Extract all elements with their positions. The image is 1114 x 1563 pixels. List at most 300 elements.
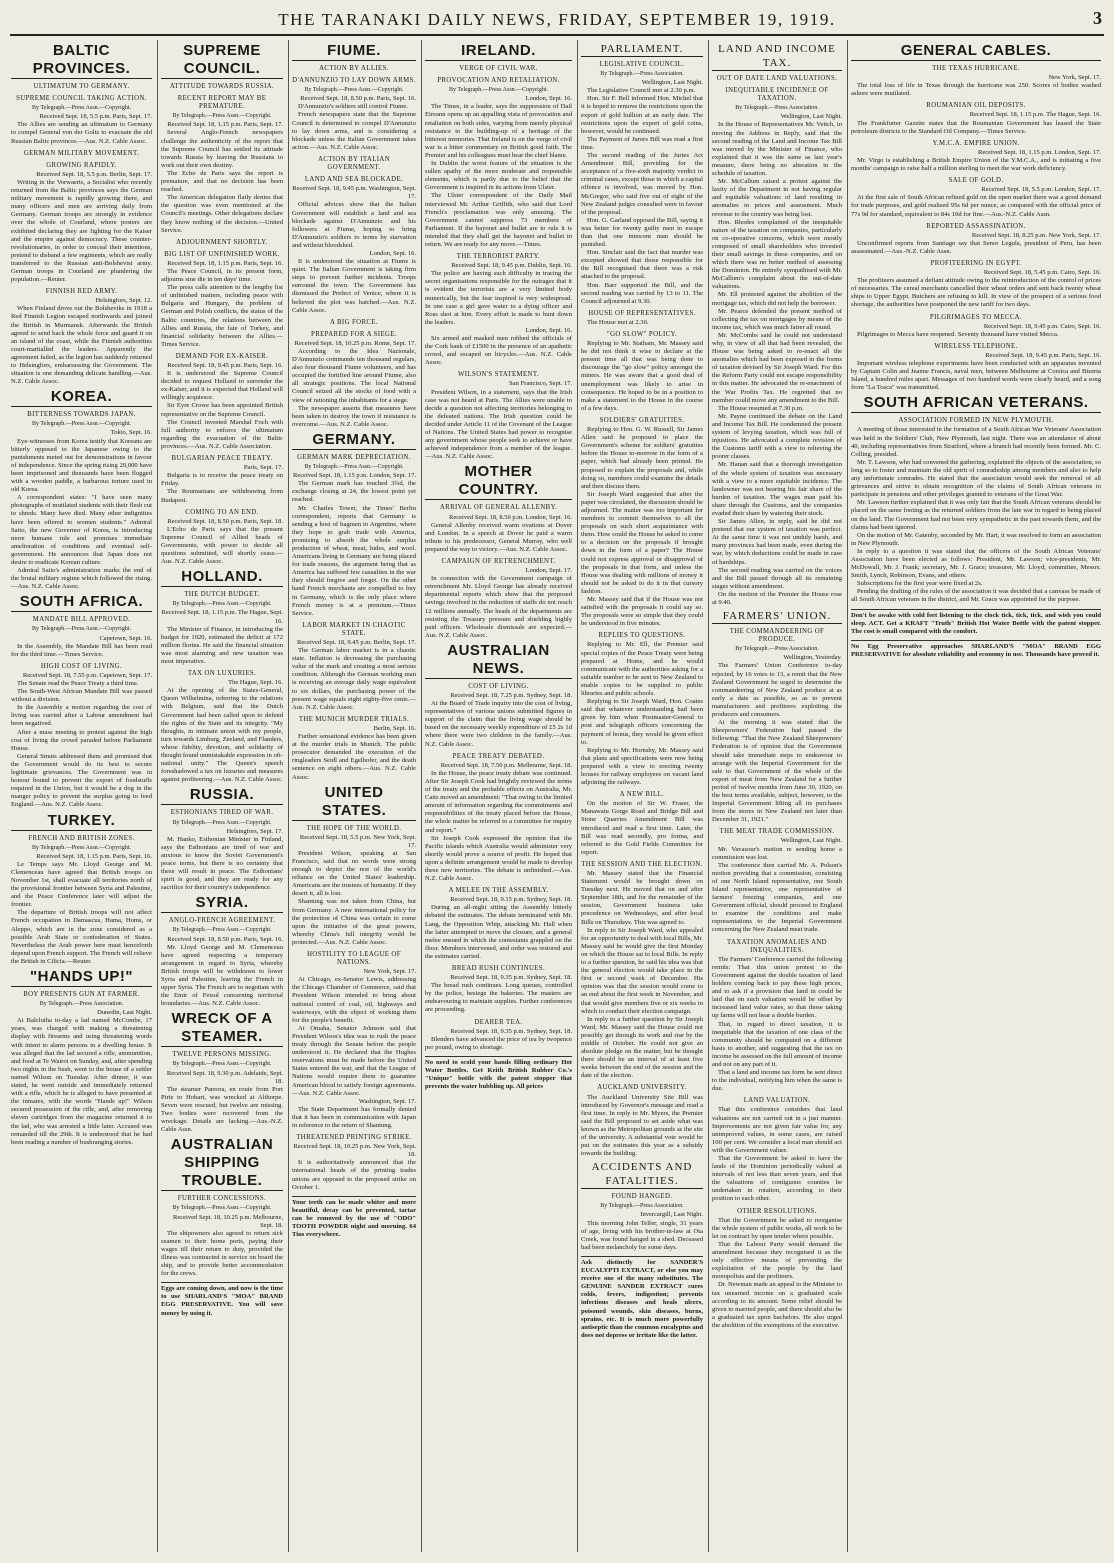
received-line: Received Sept. 18, 5.5 p.m. Paris, Sept. 17.: [39, 113, 152, 121]
article-paragraph: Blenders have advanced the price of tea by twopence per pound, owing to shortage.: [425, 1035, 572, 1051]
subheading: THREATENED PRINTING STRIKE.: [296, 1134, 412, 1142]
received-line: London, Sept. 16.: [369, 249, 416, 257]
article-paragraph: Six armed and masked men robbed the officials of the Cork bank of £1500 in the presence of an apathetic crowd, and escaped on bicycles.—Aus. N.Z. Cable Assoc.: [425, 335, 572, 367]
subheading: A BIG FORCE.: [329, 318, 379, 326]
article-paragraph: Several Anglo-French newspapers challenge the authenticity of the report that the Supreme Council has settled its attitude towards Russia by leaving the Russians to work out their own destiny.: [161, 129, 283, 169]
article-paragraph: Unconfirmed reports from Santiago say that Senor Legula, president of Peru, has been assassinated.—Aus.-N.Z. Cable Assn.: [851, 239, 1101, 255]
section-heading: HOLLAND.: [161, 568, 283, 587]
subheading: TAXATION ANOMALIES AND INEQUALITIES.: [726, 938, 827, 954]
received-line: Received Sept. 18, 8.50 p.m. Paris, Sept. 16.: [167, 935, 283, 943]
subheading: "GO SLOW" POLICY.: [606, 331, 678, 338]
article-paragraph: At the morning it was stated that the Sheepowners' Federation had passed the following: "That the New Zealand Sheepowners' Federation is of opinion that the Government should take immediate steps to endeavour to arrange with the Imperial Government for the sale to that Government of the whole of the export of meat from New Zealand for a further period of twelve months from June 30, 1920, on the best terms available, subject, however, to the Imperial Government lifting all its purchases from the stores in New Zealand not later than December 31, 1921.": [712, 719, 842, 824]
subheading: FINNISH RED ARMY.: [45, 288, 118, 296]
article-paragraph: In the House, the peace treaty debate was continued. After Sir Joseph Cook had brightly reviewed the terms of the treaty and the probable effects on Australia, Mr. Catts moved an amendment: "That owing to the limited amount of information regarding the commitments and responsibilities of the treaty placed before the House, the whole matter be referred to a committee for inquiry and report.": [425, 769, 572, 834]
article-paragraph: The House met at 2.30.: [587, 318, 649, 326]
received-line: London, Sept. 16.: [525, 95, 572, 103]
subheading: LAND VALUATION.: [743, 1097, 811, 1105]
article-paragraph: Mr. Lloyd George and M. Clemenceau have agreed respecting a temporary arrangement in regard to Syria, whereby British troops will be withdrawn to lower Syria and Palestine, leaving the French in upper Syria. The French are to negotiate with the Emir of Feisul concerning territorial boundaries.—Aus. N.Z. Cable Assoc.: [161, 943, 283, 1008]
article-paragraph: Mr. Ell protested against the abolition of the mortgage tax, which did not help the borrower.: [712, 291, 842, 307]
subheading: REPLIES TO QUESTIONS.: [598, 632, 686, 640]
section-heading: AUSTRALIAN SHIPPING TROUBLE.: [161, 1136, 283, 1191]
received-line: Received Sept. 18, 5.5 p.m. New York, Sept. 17.: [299, 833, 416, 849]
article-paragraph: On the motion of Sir W. Fraser, the Manawatu Gorge Road and Bridge Bill and Stone Quarries Amendment Bill was introduced and read a first time. Later, the Bill was read secondly, pro forma, and referred to the Gold Fields Committee for report.: [581, 800, 703, 856]
column-7: [848, 40, 1104, 1552]
dateline: By Telegraph.—Press Assn.—Copyright.: [304, 87, 404, 94]
masthead: [10, 6, 1104, 36]
subheading: PREPARED FOR A SIEGE.: [311, 330, 397, 338]
received-line: Received Sept. 18, 1.15 p.m. Paris, Sept. 17.: [167, 121, 283, 129]
subheading: BREAD RUSH CONTINUES.: [451, 965, 546, 972]
dateline: By Telegraph.—Press Assn.—Copyright.: [172, 601, 272, 608]
article-paragraph: The Allies are sending an ultimatum to Germany to compel General von der Goltz to evacuate the old Russian Baltic provinces.—Aus. N.Z. Cable Assoc.: [11, 121, 152, 145]
article-paragraph: That the Government be asked to reorganise the whole system of public works, all work to be let on contract by open tender where possible.: [712, 1216, 842, 1240]
article-paragraph: French newspapers state that the Supreme Council is determined to compel D'Annunzio to lay down arms, and is considering a blockade unless the Italian Government takes action.—Aus. N.Z. Cable Assoc.: [292, 111, 416, 151]
article-paragraph: President Wilson, speaking at San Francisco, said that no words were strong enough to depict the rest of the world's reliance on the United States' leadership. Americans are the trustees of humanity. If they desert it, all is lost.: [292, 849, 416, 898]
article-paragraph: On the motion of the Premier the House rose at 9.40.: [712, 590, 842, 606]
article-paragraph: Further sensational evidence has been given at the murder trials in Munich. The public prosecutor demanded the execution of the ringleaders Seidl and Egelhofer, and the death sentence on eight others.—Aus. N.Z. Cable Assoc.: [292, 733, 416, 781]
received-line: Wellington, Last Night.: [641, 79, 703, 87]
article-paragraph: At the first sale of South African refined gold on the open market there was a good demand for trade purposes, and gold realised 95s 6d per ounce, as compared with the official price of 77s 9d for standard, equivalent to 84s 10d for fine.—Aus.-N.Z. Cable Assn.: [851, 194, 1101, 218]
article-paragraph: President Wilson, in a statement, says that the Irish case was not heard at Paris. The Allies were unable to decide a question not affecting territories belonging to the defeated nations. The Irish question could be decided under Article 11 of the Covenant of the League of Nations. The United States had power to recognise any government whose people seek to achieve or have achieved independence from a member of the league.—Aus. N.Z. Cable Assoc.: [425, 388, 572, 461]
dateline: By Telegraph.—Press Association.: [735, 646, 819, 653]
article-paragraph: A correspondent states: "I have seen many photographs of mutilated students with their flesh cut to shreds. Many have died. Many other indignities have been offered to women students." Admiral Saito, the new Governor of Korea, is introducing more humane rule and promises immediate amelioration of conditions and eventual self-government. He announces that Japan does not desire to eradicate Korean culture.: [11, 494, 152, 566]
subheading: VERGE OF CIVIL WAR.: [459, 65, 538, 72]
subheading: GROWING RAPIDLY.: [46, 161, 117, 169]
subheading: THE MUNICH MURDER TRIALS.: [298, 715, 410, 723]
article-paragraph: Dr. Newman made an appeal to the Minister to tax unearned income on a graduated scale according to its amount. Some relief should be given to married people, and there should also be a graduated tax upon bachelors. He also urged the abolition of the exemptions of the executive.: [712, 1281, 842, 1329]
subheading: LAND AND SEA BLOCKADE.: [304, 176, 404, 184]
dateline: By Telegraph.—Press Assn.—Copyright.: [32, 626, 131, 633]
subheading: SALE OF GOLD.: [948, 177, 1004, 185]
article-paragraph: It is authoritatively announced that the international heads of the printing trades unions are opposed to the proposed strike on October 1.: [292, 1159, 416, 1191]
section-heading: SYRIA.: [161, 894, 283, 913]
received-line: Received Sept. 18, 8.50 p.m. Paris, Sept. 18.: [167, 517, 283, 525]
article-paragraph: In reply to Sir Joseph Ward, who appealed for an opportunity to deal with local Bills, Mr. Massey said he would give the first Monday on which the House sat to local Bills. In reply to a further question, he said his idea was that the general election would take place in the first or second week of December. His opinion was that the session would come to an end about the first week in November, and that would give members five or six weeks in which to conduct their election campaign.: [581, 926, 703, 1015]
article-paragraph: The Roumanians are withdrawing from Budapest.: [161, 488, 283, 504]
article-paragraph: The second reading of the Juries Act Amendment Bill, providing for the acceptance of a five-sixth majority verdict in criminal cases, except those in which a capital offence is involved, was moved by Hon. McGregor, who said five out of eight of the New Zealand judges consulted were in favour of the proposal.: [581, 152, 703, 216]
received-line: Received Sept. 18, 1.15 p.m. Paris, Sept. 16.: [167, 259, 283, 267]
received-line: Received Sept. 18, 1.15 p.m. London, Sept. 17.: [978, 148, 1101, 156]
dateline: By Telegraph.—Press Assn.—Copyright.: [172, 927, 272, 934]
article-paragraph: At the Board of Trade inquiry into the cost of living, representatives of various unions submitted figures in support of the claim that the living wage should be based on the necessary weekly expenditure of £5 2s 1d where there were two children in the family.—Aus. N.Z. Cable Assoc.: [425, 700, 572, 748]
article-paragraph: The German mark has touched 3¾d, the exchange closing at 24, the lowest point yet reached.: [292, 480, 416, 504]
subheading: THE HOPE OF THE WORLD.: [306, 824, 402, 832]
article-paragraph: D'Annunzio's soldiers still control Fiume.: [298, 103, 408, 111]
article-paragraph: Hon. Sinclair said the fact that murder was excepted showed that those responsible for the Bill recognised that there was a risk attached to the proposal.: [581, 249, 703, 281]
article-paragraph: The shipowners also agreed to return sick seamen to their home ports, paying their wages till their return to duty, provided the illness was contracted in service on board the ship, and to provide better accommodation for the crews.: [161, 1229, 283, 1278]
received-line: Wellington, Last Night.: [780, 113, 842, 121]
subheading: HIGH COST OF LIVING.: [40, 662, 123, 670]
received-line: Received Sept. 18, 10.25 p.m. Rome, Sept. 17.: [294, 339, 416, 347]
article-paragraph: At Omaha, Senator Johnson said that President Wilson's idea was to rush the peace treaty through the Senate before the people understood it. He declared that the Hughes reservations must be made before the United States entered the war, and that the League of Nations would require them to guarantee American blood to satisfy foreign agreements.—Aus. N.Z. Cable Assoc.: [292, 1024, 416, 1097]
article-paragraph: Hon. Rhodes complained of the inequitable nature of the taxation on companies, particularly on co-operative concerns, which were mostly composed of small shareholders who invested their small savings in these companies, and on which there was no better method of assessing the Dominion. He entirely sympathised with Mr. McCallum's complaint about the out-of-date valuations.: [712, 218, 842, 291]
subheading: THE SESSION AND THE ELECTION.: [581, 860, 703, 868]
article-paragraph: The German labor market is in a chaotic state. Inflation is decreasing the purchasing value of the mark and creating a most serious condition. Although the German working man is receiving an average daily wage equivalent to six dollars, the purchasing power of the present wage equals eight eighty-five cents.—Aus. N.Z. Cable Assoc.: [292, 647, 416, 711]
subheading: REPORTED ASSASSINATION.: [926, 222, 1026, 230]
received-line: Received Sept. 18, 1.15 p.m. The Hague, Sept. 16.: [969, 111, 1101, 119]
article-paragraph: The conference then carried Mr. A. Polson's motion providing that a commission, consisting of one North Island representative, one South Island representative, one representative of farmers' freezing companies, and one Government official, should proceed to England to examine the conditions and make representations to the Imperial Government concerning the New Zealand meat trade.: [712, 861, 842, 934]
received-line: Helsingfors, Sept. 17.: [226, 827, 283, 835]
received-line: Received Sept. 18, 10.25 p.m. Melbourne, Sept. 18.: [173, 1213, 283, 1229]
dateline: By Telegraph.—Press Assn.—Copyright.: [172, 113, 272, 120]
article-paragraph: The second reading was carried on the voices and the Bill passed through all its remaining stages without amendment.: [712, 566, 842, 590]
article-paragraph: The Frankfurter Gazette states that the Roumanian Government has leased the State petroleum districts to the Standard Oil Company.—Times Service.: [851, 119, 1101, 135]
received-line: New York, Sept. 17.: [363, 968, 416, 976]
article-paragraph: Mr. Pearce defended the present method of collecting the tax on mortgages by means of the income tax, which was much fairer all round.: [712, 307, 842, 331]
subheading: TAX ON LUXURIES.: [187, 670, 257, 678]
received-line: Received Sept. 18, 9.45 p.m. Cairo, Sept. 16.: [983, 322, 1101, 330]
subheading: MANDATE BILL APPROVED.: [32, 616, 131, 624]
article-paragraph: In the Assembly a motion regarding the cost of living was carried after a Labour amendment had been negatived.: [11, 704, 152, 728]
article-paragraph: In the Assembly, the Mandate Bill has been read for the third time.—Times Service.: [11, 642, 152, 658]
article-paragraph: The bread rush continues. Long queues, controlled by the police, besiege the bakeries. The masters are endeavouring to maintain supplies. Further conferences are proceeding.: [425, 982, 572, 1014]
subheading: ULTIMATUM TO GERMANY.: [33, 83, 130, 90]
received-line: Wellington, Last Night.: [780, 837, 842, 845]
page-number: 3: [1093, 8, 1102, 28]
received-line: Received Sept. 18, 9.35 p.m. Sydney, Sept. 18.: [450, 1027, 572, 1035]
article-paragraph: Official advices show that the Italian Government will establish a land and sea blockade against D'Annunzio and his followers at Fiume, hoping to bring D'Annunzio's soldiers to terms by starvation and without bloodshed.: [292, 201, 416, 249]
article-paragraph: The departure of British troops will not affect French occupation in Damascus, Hama, Homs, or Aleppo, which are in the zone considered as a possible Arab State or confederation of States. Nevertheless the Arab power here must henceforth depend upon French support. The French will relieve the British in Cilicia.—Reuter.: [11, 909, 152, 965]
section-heading: LAND AND INCOME TAX.: [712, 42, 842, 71]
section-heading: "HANDS UP!": [11, 968, 152, 987]
dateline: By Telegraph.—Press Assn.—Copyright.: [449, 87, 548, 94]
subheading: ACTION BY ITALIAN GOVERNMENT.: [317, 155, 391, 172]
received-line: Received Sept. 18, 10.25 p.m. New York, Sept. 18.: [293, 1143, 416, 1159]
received-line: New York, Sept. 17.: [1048, 74, 1101, 82]
received-line: Received Sept. 18, 5.45 p.m. Cairo, Sept. 16.: [983, 269, 1101, 277]
article-paragraph: Mr. T. Lawson, who had convened the gathering, explained the objects of the association, so long so to foster and maintain the old spirit of comradeship among members and also to help any unfortunate comrades. He stated that the association would seek the removal of all grievances and strive to obtain recognition of the claims of South African veterans to participate in pensions and other privileges granted to veterans of the Great War.: [851, 458, 1101, 499]
subheading: ACTION BY ALLIES.: [319, 65, 389, 72]
article-paragraph: Important wireless telephone experiments have been conducted with an apparatus invented by Captain Colin and Jeanne Francis, naval men, between Melbourne at Corsica and Bizerta Island, a hundred miles apart. Messages of two hundred words were clearly heard, and a song from "La Tosca" was transmitted.: [851, 360, 1101, 392]
subheading: D'ANNUNZIO TO LAY DOWN ARMS.: [292, 77, 416, 85]
dateline: By Telegraph.—Press Assn.—Copyright.: [304, 464, 404, 471]
article-paragraph: During an all-night sitting the Assembly bitterly debated the estimates. The debate terminated with Mr. Lang, the Opposition Whip, attacking Mr. Hall when the latter attempted to move the closure, and a general melee ensued in which the contestants grappled on the floor. Members intervened, and order was restored and the estimates carried.: [425, 904, 572, 960]
subheading: GERMAN MILITARY MOVEMENT.: [23, 149, 140, 157]
received-line: Received Sept. 18, 7.50 p.m. Melbourne, Sept. 18.: [440, 761, 572, 769]
subheading: FURTHER CONCESSIONS.: [177, 1195, 267, 1203]
section-heading: SOUTH AFRICAN VETERANS.: [851, 394, 1101, 413]
received-line: Received Sept. 18, 5.5 p.m. London, Sept. 17.: [981, 186, 1101, 194]
article-paragraph: Eye-witnesses from Korea testify that Koreans are bitterly opposed to the Japanese owing to the punishments meted out for demonstrations in favour of independence. Since the spring rising 20,000 have been imprisoned and thousands have been flogged with a wooden paddle, a barbarous torture used in old Korea.: [11, 437, 152, 494]
article-paragraph: Replying to Hon. G. W. Russell, Sir James Allen said he proposed to place the Government's scheme for soldiers' gratuities before the House to-morrow in the form of a paper, which had already been printed. He proposed to explain the proposals and, while doing so, members could examine the details and then discuss them.: [581, 426, 703, 490]
dateline: By Telegraph.—Press Assn.—Copyright.: [32, 105, 131, 112]
article-paragraph: The total loss of life in Texas through the hurricane was 250. Scores of bodies washed ashore were mutilated.: [851, 82, 1101, 98]
dateline: By Telegraph.—Press Association.: [735, 105, 819, 112]
section-heading: GENERAL CABLES.: [851, 42, 1101, 61]
article-paragraph: It is understood the situation at Fiume is quiet. The Italian Government is taking firm steps to prevent further incidents. Troops surround the town. The Government has dismissed the Prefect of Venice, where it is believed the plot was hatched.—Aus. N.Z. Cable Assoc.: [292, 258, 416, 314]
section-heading: UNITED STATES.: [292, 784, 416, 821]
received-line: Received Sept. 18, 1.15 p.m. The Hague, Sept. 16.: [161, 609, 283, 625]
article-paragraph: At the opening of the States-General, Queen Wilhelmina, referring to the relations with Belgium, said that the Dutch Government had been called upon to defend the rights of the State and its integrity. "My thoughts, in intimate union with my people, turn towards Limburg, Zeeland, and Flanders, whose fidelity, devotion, and solidarity of thought found unmistakable expression in oft-national unity." The Queen's speech foreshadowed a tax on luxuries and measures against profiteering.—Aus. N.Z. Cable Assoc.: [161, 687, 283, 784]
article-paragraph: Hon. G. Garland opposed the Bill, saying it was better for twenty guilty men to escape than that one innocent man should be punished.: [581, 216, 703, 249]
article-paragraph: The Payment of Jurors Bill was read a first time.: [581, 135, 703, 151]
article-paragraph: Sir James Allen, in reply, said he did not pretend that our system of taxation was perfect. At the same time it was not unduly harsh, and many provinces had been made, even during the war, by which deductions could be made in case of hardships.: [712, 518, 842, 566]
subheading: FRENCH AND BRITISH ZONES.: [28, 834, 135, 842]
subheading: HOSTILITY TO LEAGUE OF NATIONS.: [307, 951, 401, 967]
article-paragraph: The Legislative Council met at 2.30 p.m.: [587, 87, 696, 95]
received-line: The Hague, Sept. 16.: [228, 679, 283, 687]
subheading: THE TEXAS HURRICANE.: [932, 65, 1020, 72]
received-line: London, Sept. 17.: [525, 567, 572, 575]
dateline: By Telegraph.—Press Association.: [600, 71, 684, 78]
article-paragraph: The Minister of Finance, in introducing the budget for 1920, estimated the deficit at 172 million florins. He said the financial situation was most alarming and new taxation was most imperative.: [161, 625, 283, 665]
section-heading: MOTHER COUNTRY.: [425, 463, 572, 500]
subheading: OTHER RESOLUTIONS.: [737, 1207, 817, 1215]
received-line: Received Sept. 18, 1.15 p.m. Paris, Sept. 16.: [36, 852, 152, 860]
article-paragraph: Mr. McCombs said he could not understand why, in view of all that had been revealed, the House was being asked to re-enact all the anomalies which had been exposed in the forms of taxation devised by Sir Joseph Ward. For this the Reform Party could not escape responsibility in this matter. He advocated the re-enactment of the War Profits Tax. He regretted that no member could move any amendment to the Bill.: [712, 331, 842, 404]
article-paragraph: In reply to a further question by Sir Joseph Ward, Mr. Massey said the House could not possibly get through its work and rise by the middle of October. He could not give an absolute pledge on the matter, but he thought there should be an interval of at least five weeks between the end of the session and the date of the election.: [581, 1015, 703, 1080]
subheading: WILSON'S STATEMENT.: [457, 371, 540, 379]
received-line: Received Sept. 18, 9.30 p.m. Adelaide, Sept. 18.: [166, 1069, 283, 1085]
subheading: PROVOCATION AND RETALIATION.: [437, 77, 560, 85]
article-paragraph: The Farmers' Union Conference to-day rejected, by 16 votes to 13, a remit that the New Zealand Government be urged to determine the commandeering of New Zealand produce at as early a date as possible, so as to prevent manufacturers and profiteers exploiting the producers and consumers.: [712, 662, 842, 719]
article-paragraph: That this conference considers that land valuations are not carried out in a just manner. Improvements are not given fair value for, any unimproved values, in some cases, are raised 100 per cent. We consider a local man should act with the Government valuer.: [712, 1106, 842, 1154]
received-line: Received Sept. 18, 9.45 p.m. Dublin, Sept. 16.: [451, 262, 572, 270]
subheading: THE TERRORIST PARTY.: [456, 253, 541, 261]
article-paragraph: The press calls attention to the lengthy list of unfinished matters, including peace with Bulgaria and Hungary, the problem of German and Polish conflicts, the status of the Baltic countries, the relations between the Allies and Russia, the fate of Turkey, and financial solidarity between the Allies.—Times Service.: [161, 284, 283, 348]
dateline: By Telegraph.—Press Assn.—Copyright.: [32, 844, 131, 851]
article-paragraph: At Balclutha to-day a lad named McCombe, 17 years, was charged with making a threatening display with firearms and using threatening words with intent to alarm persons in a dwelling house. It was alleged that the lad secured a rifle, ammunition, and food at Te Wairoi on Sunday, and, after spending two nights in the bush, went to the house of a settler named Wilson on Tuesday. After dinner, it was stated, he went outside and immediately returned with a rifle, which he is alleged to have presented at the inmates, with the words "Hands up!" Wilson secured possession of the rifle, and, after removing eleven cartridges from the magazine returned it to the lad, who was arrested a little later. Accused was remanded till the 29th. It is understood that he had been reading a number of bushranging stories.: [11, 1017, 152, 1146]
received-line: Paris, Sept. 17.: [243, 464, 283, 472]
subheading: PEACE TREATY DEBATED.: [452, 752, 545, 760]
section-heading: FARMERS' UNION.: [712, 609, 842, 624]
subheading: ROUMANIAN OIL DEPOSITS.: [926, 102, 1026, 110]
article-paragraph: Mr. McCallum raised a protest against the laxity of the Department in not having regular and equitable valuations of land resulting in anomalies in prices and assessment. Much revenue to the country was being lost.: [712, 178, 842, 218]
article-paragraph: Mr. Payne continued the debate on the Land and Income Tax Bill. He condemned the present system of levying taxation, which was full of injustices. He advocated a complete revision of the Customs tariff with a view to relieving the poorer classes.: [712, 412, 842, 461]
article-paragraph: The Peace Council, in its present form, adjourns sine die in ten days' time.: [161, 267, 283, 284]
article-paragraph: Mr. Hanan said that a thorough investigation of the whole system of taxation was necessary with a view to a more equitable incidence. The landowner was not bearing his fair share of the burden of taxation. The wages man paid his share through the Customs, and the companies evaded their share by watering their stock.: [712, 461, 842, 517]
subheading: OUT OF DATE LAND VALUATIONS.: [716, 75, 838, 82]
subheading: CAMPAIGN OF RETRENCHMENT.: [441, 557, 556, 565]
subheading: ASSOCIATION FORMED IN NEW PLYMOUTH.: [898, 417, 1054, 425]
article-paragraph: Mr. Virgo is establishing a British Empire Union of the Y.M.C.A., and is initiating a five months' campaign to raise half a million sterling to meet the war work deficiency.: [851, 156, 1101, 173]
article-paragraph: Mr. Lawson further explained that it was only fair that the South African veterans should be placed on the same footing as the returned soldiers from the late war in regard to being placed on the land. The Government had not been very sympathetic in the past towards them, and the claims had been ignored.: [851, 499, 1101, 531]
received-line: London, Sept. 16.: [525, 326, 572, 334]
article-paragraph: In the House of Representatives Mr. Veitch, in moving the Address in Reply, said that the second reading of the Land and Income Tax Bill was moved by the Minister of Finance, who explained that it was the same as last year's measure, there being no alteration in the schedule of taxation.: [712, 121, 842, 178]
article-paragraph: Admiral Saito's administration marks the end of the brutal military regime which followed the rising.—Aus. N.Z. Cable Assoc.: [11, 567, 152, 591]
subheading: INEQUITABLE INCIDENCE OF TAXATION.: [725, 87, 829, 103]
received-line: Received Sept. 18, 9.45 p.m. Washington, Sept. 17.: [292, 185, 416, 201]
received-line: Received Sept. 18, 9.45 p.m. Paris, Sept. 16.: [167, 362, 283, 369]
article-paragraph: The Ulster correspondent of the Daily Mail interviewed Mr. Arthur Griffith, who said that Lord French's proclamation was only amusing. The Government cannot suppress 73 members of Parliament. If the bayonet and bullet are to rule it is intended that they shall get the bayonet and bullet in return. We are ready for any move.—Times.: [425, 192, 572, 248]
section-heading: BALTIC PROVINCES.: [11, 42, 152, 79]
article-paragraph: The South-West African Mandate Bill was passed without a division.: [11, 688, 152, 704]
received-line: Helsingfors, Sept. 12.: [95, 297, 152, 305]
received-line: Received Sept. 18, 8.25 p.m. New York, Sept. 17.: [971, 231, 1101, 239]
section-heading: SUPREME COUNCIL.: [161, 42, 283, 79]
received-line: Received Sept. 18, 9.45 p.m. Paris, Sept. 16.: [985, 351, 1101, 359]
dateline: By Telegraph.—Press Association.: [600, 1203, 684, 1210]
article-paragraph: The Echo de Paris says the report is premature, and that no decision has been reached.: [161, 169, 283, 194]
dateline: By Telegraph.—Press Assn.—Copyright.: [172, 819, 272, 826]
subheading: SOLDIERS' GRATUITIES.: [599, 416, 685, 424]
article-paragraph: That a land and income tax form be sent direct to the individual, notifying him when the same is due.: [712, 1069, 842, 1093]
article-paragraph: The State Department has formally denied that it has been in communication with Japan in reference to the return of Shantung.: [292, 1105, 416, 1129]
article-paragraph: That, in regard to direct taxation, it is inequitable that the taxation of one class of the community should be computed on a different basis to another, and suggesting that the tax on income be assessed on the full amount of income and not on any part of it.: [712, 1020, 842, 1068]
column-1: [8, 40, 155, 1552]
subheading: THE MEAT TRADE COMMISSION.: [719, 828, 835, 836]
section-heading: AUSTRALIAN NEWS.: [425, 642, 572, 679]
subheading: A NEW BILL.: [619, 791, 665, 799]
received-line: Received Sept. 18, 9.35 p.m. Sydney, Sept. 18.: [450, 974, 572, 982]
article-paragraph: Le Temps says Mr. Lloyd George and M. Clemenceau have agreed that British troops on November 1st, shall evacuate all territories north of the provisional frontier between Syria and Palestine, and the Peace Conference later will adjust the frontier.: [11, 860, 152, 909]
received-line: Received Sept. 18, 7.55 p.m. Capetown, Sept. 17.: [22, 671, 152, 679]
article-paragraph: The Times, in a leader, says the suppression of Dail Eireann opens up an appalling vista of provocation and retaliation on both sides, varying from merely physical resistance to the building-up of a heritage of the bitterest memories. That Ireland is on the verge of civil war is a bitter commentary on British good faith. The Premier and his colleagues must bear the chief blame.: [425, 103, 572, 159]
subheading: DEARER TEA.: [474, 1018, 523, 1026]
subheading: THE COMMANDEERING OF PRODUCE.: [729, 628, 825, 644]
subheading: BULGARIAN PEACE TREATY.: [171, 455, 273, 463]
article-paragraph: Sir Joseph Cook expressed the opinion that the Pacific islands which Australia would administer very shortly would prove a source of profit. He hoped that upon a definite arrangement would be made to develop these new territories. The debate is unfinished.—Aus. N.Z. Cable Assoc.: [425, 834, 572, 883]
subheading: TWELVE PERSONS MISSING.: [172, 1051, 272, 1059]
article-paragraph: The Council invested Marshal Foch with full authority to enforce the ultimatum regarding the evacuation of the Baltic provinces.—Aus. N.Z. Cable Association.: [161, 418, 283, 450]
article-paragraph: This morning John Telfer, single, 31 years of age, living with his brother-in-law at Ota Creek, was found hanged in a shed. Deceased had been melancholy for some days.: [581, 1219, 703, 1251]
subheading: THE DUTCH BUDGET.: [184, 591, 260, 599]
article-paragraph: Sir Joseph Ward suggested that after the paper was circulated, the discussion should be adjourned. The matter was too important for members to commit themselves to all the proposals on such short acquaintance with them. How could the House be asked to come to a decision on the proposals if brought down in the form of a paper? The House could not express approval or disapproval of the proposals in that form, and unless the House was dealing with millions of money it should not be asked to do it in that cursory fashion.: [581, 490, 703, 595]
received-line: Wellington, Yesterday.: [783, 654, 842, 662]
column-5: [578, 40, 706, 1552]
received-line: Received Sept. 18, 8.50 p.m. Paris, Sept. 16.: [300, 95, 416, 103]
article-paragraph: That the Labour Party would demand the amendment because they recognised it as the only effective means of preventing the exploitation of the people by the land monopolists and the profiteers.: [712, 1240, 842, 1281]
article-paragraph: Mr. Massey said that if the House was not satisfied with the proposals it could say so. The proposals were so simple that they could be understood in five minutes.: [581, 596, 703, 628]
article-paragraph: General Smuts addressed them and promised that the Government would do its best to secure legitimate grievances. The Government was in honour bound to prevent the export of foodstuffs required in the Union, but it would be a dog in the manger policy to prevent the surplus going to feed England.—Aus. N.Z. Cable Assoc.: [11, 752, 152, 809]
column-2: [158, 40, 286, 1552]
section-heading: WRECK OF A STEAMER.: [161, 1010, 283, 1047]
article-paragraph: The Farmers' Conference carried the following remits: That this union protest to the Government against the double taxation of land holders coming back to pay these high prices, and to ask if a provision that land in could be laid that on such valuation would be offset by increased land value rates, so that those taking up farms will not bear a double burden.: [712, 955, 842, 1020]
article-paragraph: In Dublin the worst feature of the situation is the sullen apathy of the more moderate and responsible elements, which is partly due to the belief that the Government is inspired in its actions from Ulster.: [425, 160, 572, 192]
article-paragraph: The House resumed at 7.30 p.m.: [718, 404, 804, 412]
received-line: Capetown, Sept. 16.: [99, 634, 152, 642]
subheading: COST OF LIVING.: [468, 682, 529, 690]
received-line: Invercargill, Last Night.: [640, 1211, 703, 1219]
received-line: Received Sept. 18, 8.50 p.m. London, Sept. 16.: [449, 513, 572, 521]
article-paragraph: Shantung was not taken from China, but from Germany. A new international policy for the protection of China was certain to come upon the initiative of the great powers, whereby China's full integrity would be protected.—Aus. N.Z. Cable Assoc.: [292, 898, 416, 946]
article-paragraph: In connection with the Government campaign of retrenchment Mr. Lloyd George has already received departmental reports which show that the proposed savings involved in the reduction of staffs do not reach 12 millions annually. The heads of the departments are resisting the Treasury pressure and shielding highly paid officers. Wholesale dismissals are expected.—Aus. N.Z. Cable Assoc.: [425, 575, 572, 639]
subheading: RECENT REPORT MAY BE PREMATURE.: [177, 95, 267, 111]
received-line: San Francisco, Sept. 17.: [509, 380, 572, 388]
received-line: Berlin, Sept. 16.: [373, 724, 416, 732]
article-paragraph: L'Echo de Paris says that the present Supreme Council of Allied heads of Governments, with power to decide all questions submitted, will shortly cease.—Aus. N.Z. Cable Assoc.: [161, 525, 283, 566]
article-paragraph: The Senate read the Peace Treaty a third time.: [17, 680, 139, 687]
article-paragraph: The American delegation flatly denies that the question was even mentioned at the Council's meetings. Other delegations declare they know nothing of the decision.—United Service.: [161, 194, 283, 234]
article-paragraph: Subscriptions for the first year were fixed at 2s.: [857, 580, 983, 588]
article-paragraph: On the motion of Mr. Gatenby, seconded by Mr. Hart, it was resolved to form an association in New Plymouth.: [851, 531, 1101, 547]
article-paragraph: The steamer Pareora, en route from Port Pirie to Hobart, was wrecked at Althorpe. Seven were rescued, but twelve are missing. Two bodies were recovered from the wreckage. Details are lacking.—Aus.-N.Z. Cable Assn.: [161, 1085, 283, 1134]
article-paragraph: Hon. Barr supported the Bill, and the second reading was carried by 13 to 11. The Council adjourned at 9.30.: [581, 281, 703, 305]
received-line: Received Sept. 18, 9.15 p.m. Sydney, Sept. 18.: [450, 896, 572, 904]
article-paragraph: That the Government be asked to have the lands of the Dominion periodically valued at intervals of not less than seven years, and that the valuations of contiguous counties be undertaken in rotation, according to their position to each other.: [712, 1155, 842, 1203]
article-paragraph: Mr. Massey stated that the Financial Statement would be brought down on Tuesday next. He moved that on and after September 18th, and for the remainder of the session, Government business take precedence on Wednesdays, and after local Bills on Thursdays. This was agreed to.: [581, 870, 703, 926]
subheading: Y.M.C.A. EMPIRE UNION.: [932, 139, 1020, 147]
article-paragraph: At Chicago, ex-Senator Lewis, addressing the Chicago Chamber of Commerce, said that President Wilson intended to bring about national control of coal, oil, highways and waterways, with the object of working them for the people's benefit.: [292, 976, 416, 1024]
received-line: Dunedin, Last Night.: [97, 1009, 152, 1017]
subheading: GERMAN MARK DEPRECIATION.: [297, 453, 411, 461]
subheading: AUCKLAND UNIVERSITY.: [597, 1084, 687, 1092]
advertisement: Eggs are coming down, and now is the time to use SHARLAND'S "MOA" BRAND EGG PRESERVATIVE. You will save money by using it.: [161, 1282, 283, 1317]
article-paragraph: In reply to a question it was stated that the officers of the South African Veterans' Association have been elected as follows: President, Mr. Lawson; vice-presidents, Mr. McDowall, Mr. J. Frank; secretary, Mr. J. Grace; treasurer, Mr. Lloyd; committee, Messrs. Smith, Lynch, Robinson, Evans, and others.: [851, 547, 1101, 580]
dateline: By Telegraph.—Press Assn.—Copyright.: [32, 421, 131, 428]
article-paragraph: Pilgrimages to Mecca have reopened. Seventy thousand have visited Mecca.: [857, 330, 1059, 338]
article-paragraph: Pending the drafting of the rules of the association it was decided that a canvass be made of all South African veterans in the district, and Mr. Grace was appointed for the purpose.: [851, 588, 1101, 604]
section-heading: GERMANY.: [292, 431, 416, 450]
subheading: PILGRIMAGES TO MECCA.: [929, 313, 1023, 321]
subheading: FOUND HANGED.: [611, 1193, 673, 1201]
received-line: Tokio, Sept. 16.: [110, 429, 152, 437]
article-paragraph: Writing in the Vorwaerts, a Socialist who recently returned from the Baltic provinces says the German military movement is rapidly growing there, and many officers and men are arriving daily from Germany. German troops are strongly in evidence over the whole of Courland, where posters are exhibited declaring they are fighting for the Kaiser and the empire against democracy. These counter-revolutionaries, in order to conceal their intentions, pretend to disband a few regiments, which are really transferred to the Russian anti-Bolshevist army. German troops in Courland are plundering the population.—Reuter.: [11, 178, 152, 284]
dateline: By Telegraph.—Press Assn.—Copyright.: [172, 1061, 272, 1068]
subheading: ARRIVAL OF GENERAL ALLENBY.: [439, 504, 558, 512]
dateline: By Telegraph.—Press Assn.—Copyright.: [172, 1205, 272, 1212]
article-paragraph: Hon. Sir F. Bell informed Hon. Michel that it is hoped to remove the restrictions upon the export of gold bullion at an early date. The restrictions upon the export of gold coins, however, would be continued.: [581, 95, 703, 135]
section-heading: FIUME.: [292, 42, 416, 61]
section-heading: RUSSIA.: [161, 786, 283, 805]
article-paragraph: The newspaper asserts that measures have been taken to destroy the town if resistance is overcome.—Aus. N.Z. Cable Assoc.: [292, 404, 416, 428]
section-heading: SOUTH AFRICA.: [11, 593, 152, 612]
received-line: Received Sept. 18, 5.5 p.m. Berlin, Sept. 17.: [36, 170, 152, 178]
subheading: PROFITEERING IN EGYPT.: [930, 259, 1022, 267]
section-heading: ACCIDENTS AND FATALITIES.: [581, 1160, 703, 1189]
masthead-title: THE TARANAKI DAILY NEWS, FRIDAY, SEPTEMBER 19, 1919.: [278, 10, 836, 29]
received-line: Received Sept. 18, 1.15 p.m. London, Sept. 17.: [293, 472, 416, 480]
subheading: SUPREME COUNCIL TAKING ACTION.: [16, 95, 147, 103]
subheading: BITTERNESS TOWARDS JAPAN.: [27, 411, 136, 419]
article-paragraph: A meeting of those interested in the formation of a South African War Veterans' Association was held in the Soldiers' Club, New Plymouth, last night. There was an attendance of about 40, including representatives from Stratford, where a branch had recently been formed. Mr. C. Colling, presided.: [851, 426, 1101, 458]
article-paragraph: When Finland drove out the Bolsheviks in 1918 a Red Finnish Legion escaped northwards and joined the British in Murmansk. Afterwards the British agreed to send back the whole force and guard it on an island of the coast, while the Finnish authorities court-martialled the leaders. Apparently the agreement failed, as the legion has suddenly returned to Helsingfors, embarrassing the Government. The situation is one demanding delicate handling.—Aus. N.Z. Cable Assoc.: [11, 305, 152, 386]
subheading: LEGISLATIVE COUNCIL.: [599, 61, 685, 68]
subheading: ATTITUDE TOWARDS RUSSIA.: [169, 83, 275, 90]
advertisement: Ask distinctly for SANDER'S EUCALYPTI EXTRACT, or else you may receive one of the many substitutes. The GENUINE SANDER EXTRACT cures colds, fevers, indigestion; prevents infectious diseases and heals ulcers, poisoned wounds, skin diseases, burns, sprains, etc. It is much more powerfully antiseptic than the common eucalyptus and does not depress or irritate like the latter.: [581, 1256, 703, 1340]
subheading: HOUSE OF REPRESENTATIVES.: [588, 309, 696, 317]
subheading: COMING TO AN END.: [185, 508, 259, 516]
advertisement: Don't be awake with cold feet listening to the clock tick, tick, tick, and wish you could sleep. ACT. Get a KRAFT "Truth" British Hot Water Bottle with the patent stopper. The cost is small compared with the comfort.: [851, 609, 1101, 636]
subheading: DEMAND FOR EX-KAISER.: [175, 352, 269, 360]
advertisement: Your teeth can be made whiter and more beautiful, decay can be prevented, tartar can be removed by the use of "ODO" TOOTH POWDER night and morning. 64 Tins everywhere.: [292, 1196, 416, 1239]
article-paragraph: Sir Eyre Crowe has been appointed British representative on the Supreme Council.: [161, 402, 283, 418]
subheading: ANGLO-FRENCH AGREEMENT.: [168, 917, 276, 925]
article-paragraph: Replying to Sir Joseph Ward, Hon. Coates said that whatever understanding had been given by him when Postmaster-General to post and telegraph officers concerning the payment of bonus, they would be given effect to.: [581, 698, 703, 746]
article-paragraph: According to the Idea Nazionale, D'Annunzio commands ten thousand regulars, also four thousand Fiume volunteers, and has occupied the fortified line around Fiume, also all strategic positions. The local National Council seized all the stocks of food with a view of rationing the inhabitants for a siege.: [292, 348, 416, 404]
dateline: By Telegraph.—Press Association.: [39, 1001, 124, 1008]
subheading: ESTHONIANS TIRED OF WAR.: [170, 809, 274, 817]
received-line: Received Sept. 18, 7.25 p.m. Sydney, Sept. 18.: [450, 692, 572, 699]
advertisement: No Egg Preservative approaches SHARLAND'S "MOA" BRAND EGG PRESERVATIVE for absolute reliability and economy in use. Thousands have proved it.: [851, 640, 1101, 659]
article-paragraph: Replying to Mr. Statham, Mr. Massey said he did not think it wise to declare at the present time all that was being done to discourage the "go slow" policy amongst the miners. He was aware that a good deal of unemployment was likely to arise in consequence. He hoped to be in a position to make a statement to the House in the course of a few days.: [581, 340, 703, 412]
article-paragraph: Mr. Vavasour's motion re sending home a commission was lost.: [712, 845, 842, 861]
section-heading: KOREA.: [11, 388, 152, 407]
article-paragraph: M. Hanko, Esthonian Minister in Finland, says the Esthonians are tired of war and anxious to know the Soviet Government's peace terms, but there is no certainty that these will result in peace. The Esthonians' spirit is good, and they are ready for any sacrifice for their country's independence.: [161, 835, 283, 892]
article-paragraph: The Auckland University Site Bill was introduced by Governor's message and read a first time. In reply to Mr. Myers, the Premier said the Bill proposed to set aside what was known as the Metropolitan grounds as the site of the university. A substantial vote would be put on the estimates this year as a subsidy towards the building.: [581, 1093, 703, 1158]
subheading: BOY PRESENTS GUN AT FARMER.: [23, 991, 140, 998]
article-paragraph: After a mass meeting to protest against the high cost of living the crowd paraded before Parliament House.: [11, 728, 152, 752]
article-paragraph: The police are having such difficulty in tracing the secret organisations responsible for the outrages that it is evident the terrorists are a very limited body numerically, but the fear inspired is very widespread. In one case a girl gave water to a dying officer and Ross shot at him. Every effort is made to hunt down the leaders.: [425, 270, 572, 326]
advertisement: No need to scold your hands filling ordinary Hot Water Bottles. Get Keith British Rubber Co.'s "Unique" bottle with the patent stopper that prevents the water bubbling up. All prices: [425, 1056, 572, 1091]
article-paragraph: General Allenby received warm ovations at Dover and London. In a speech at Dover he paid a warm tribute to his predecessor, General Murray, who well prepared the way to victory.—Aus. N.Z. Cable Assoc.: [425, 521, 572, 553]
column-4: [422, 40, 575, 1552]
subheading: LABOR MARKET IN CHAOTIC STATE.: [302, 621, 406, 637]
article-paragraph: Replying to Mr. Hornsby, Mr. Massey said that plans and specifications were now being prepared with a view to erecting twenty houses for railway employees on vacant land adjoining the railways.: [581, 746, 703, 787]
column-6: [709, 40, 845, 1552]
received-line: Received Sept. 18, 9.45 p.m. Berlin, Sept. 17.: [297, 639, 416, 646]
section-heading: TURKEY.: [11, 812, 152, 831]
article-paragraph: The profiteers assumed a defiant attitude owing to the reintroduction of the control of prices of necessaries. The cereal merchants cancelled their wheat orders and sent back twenty wheat ships to Upper Egypt. Butchers are refusing to kill. In view of the prospect of a serious food shortage, the authorities have postponed the new tariff for two days.: [851, 277, 1101, 309]
column-3: [289, 40, 419, 1552]
article-paragraph: Mr. Charles Tower, the Times' Berlin correspondent, reports that Germany is sending a host of bagmen to Argentine, where they hope to grab trade with America, promising to absorb the whole surplus production of wheat, meat, hides, and wool. Americans living in Germany are being placed for trade reasons, the argument being that as America has suffered few casualties in the war they should forgive and forget. On the other hand French merchants are compelled to buy in Germany, which is the only place where French money is at a premium.—Times Service.: [292, 504, 416, 617]
subheading: WIRELESS TELEPHONE.: [934, 342, 1018, 350]
article-paragraph: It is understood the Supreme Council decided to request Holland to surrender the ex-Kaiser, and it is expected that Holland will willingly acquiesce.: [161, 370, 283, 402]
subheading: BIG LIST OF UNFINISHED WORK.: [164, 250, 280, 258]
article-paragraph: Replying to Mr. Ell, the Premier said special copies of the Peace Treaty were being prepared at Home, and he would communicate with the authorities asking for a suitable number to be sent to New Zealand to enable copies to be supplied to public libraries and public schools.: [581, 641, 703, 698]
section-heading: IRELAND.: [425, 42, 572, 61]
received-line: Washington, Sept. 17.: [358, 1097, 416, 1105]
